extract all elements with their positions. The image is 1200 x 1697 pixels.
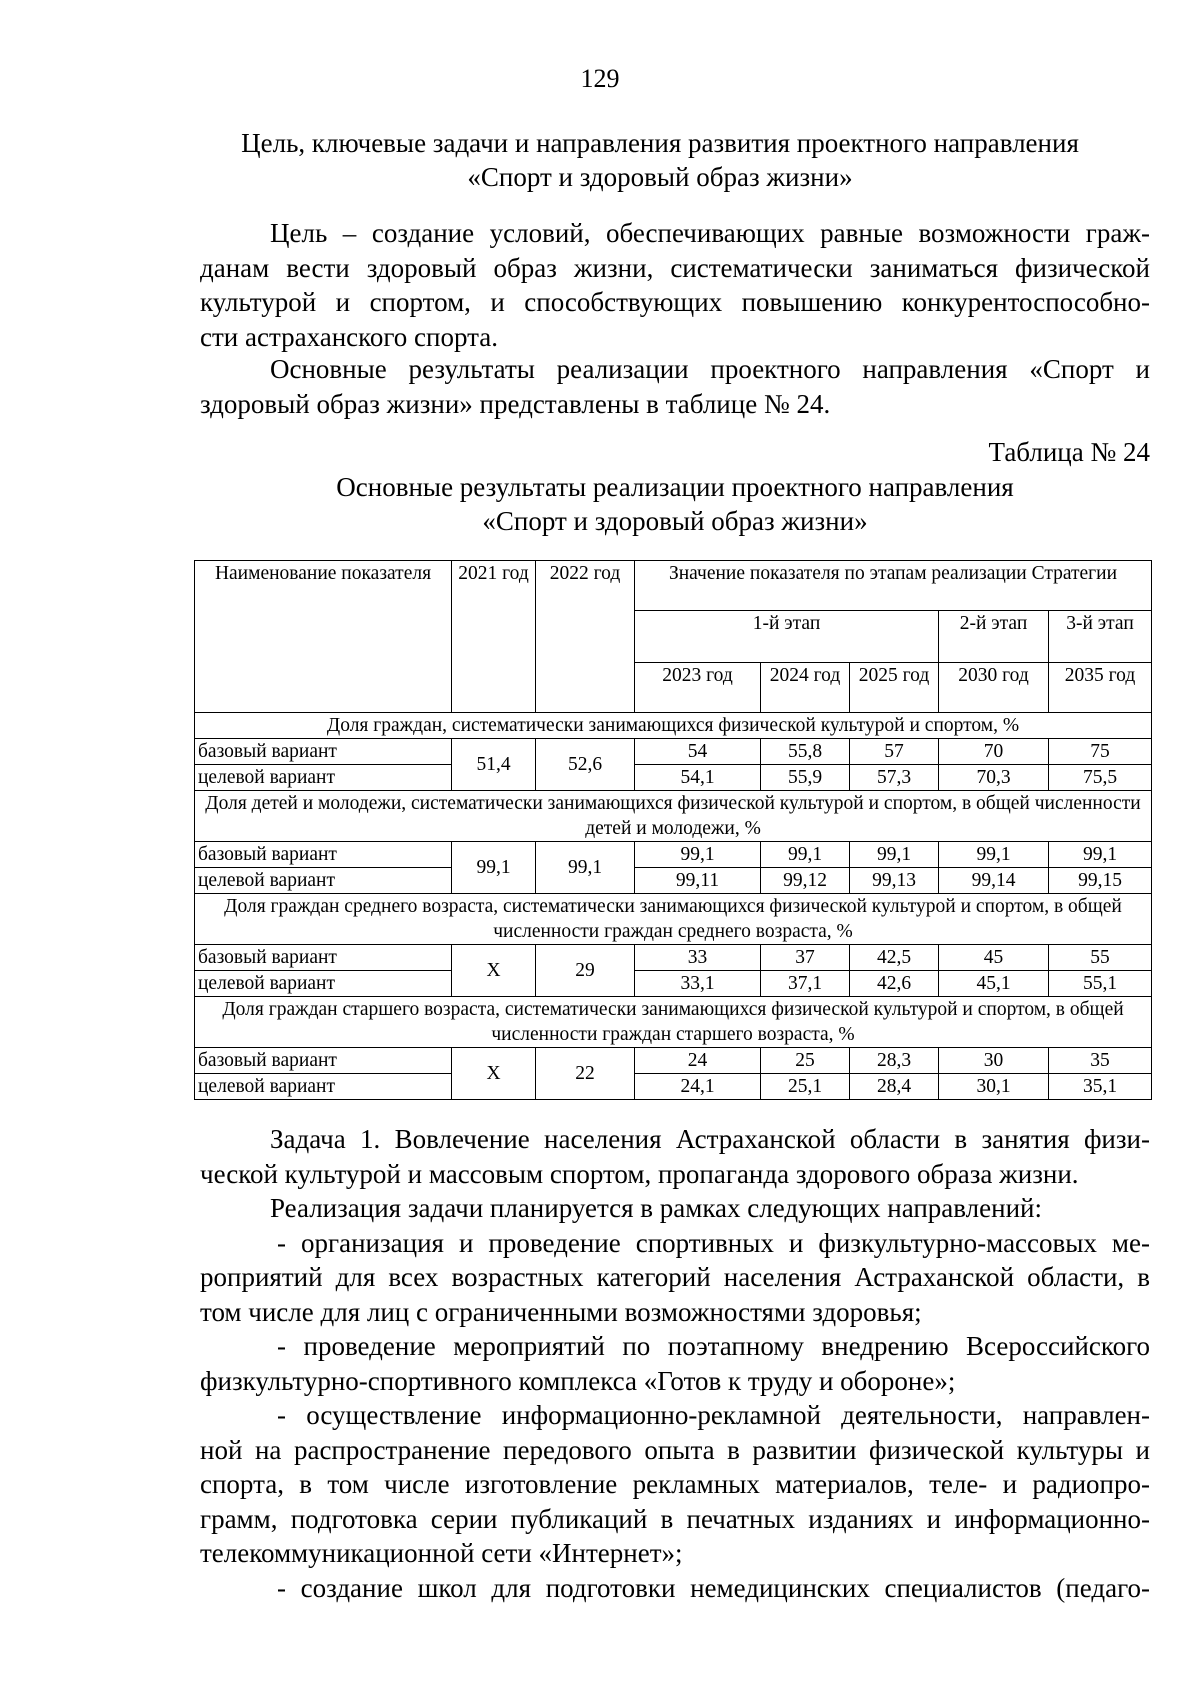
table-cell: 99,14 (939, 868, 1049, 894)
text-line: ческой культурой и массовым спортом, пропаганда здорового образа жизни. (200, 1158, 1079, 1189)
table-cell: 25 (761, 1048, 850, 1074)
text-line: - осуществление информационно-рекламной деятельности, направлен- (277, 1400, 1150, 1430)
text-line: грамм, подготовка серии публикаций в печатных изданиях и информационно- (200, 1503, 1150, 1534)
text-line: здоровый образ жизни» представлены в таблице № 24. (200, 388, 831, 419)
table-cell: 25,1 (761, 1074, 850, 1100)
table-cell: 99,1 (850, 842, 939, 868)
table-cell: 99,13 (850, 868, 939, 894)
header-year-2021: 2021 год (452, 561, 536, 713)
table-cell: 28,3 (850, 1048, 939, 1074)
table-cell: 30 (939, 1048, 1049, 1074)
value-2021: 51,4 (452, 739, 536, 791)
table-cell: 99,15 (1049, 868, 1152, 894)
header-stage-1: 1-й этап (635, 611, 939, 663)
section-heading-line-1: Цель, ключевые задачи и направления развития проектного направления (241, 128, 1079, 158)
table-cell: 45,1 (939, 971, 1049, 997)
table-cell: 54 (635, 739, 761, 765)
table-cell: 99,11 (635, 868, 761, 894)
table-cell: 24,1 (635, 1074, 761, 1100)
table-title-line-1: Основные результаты реализации проектного направления (336, 472, 1014, 502)
text-line: Основные результаты реализации проектного направления «Спорт и (270, 354, 1150, 384)
header-year-2023: 2023 год (635, 663, 761, 713)
value-2021: 99,1 (452, 842, 536, 894)
text-line: культурой и спортом, и способствующих повышению конкурентоспособно- (200, 287, 1150, 317)
row-label: целевой вариант (195, 971, 452, 997)
text-line: том числе для лиц с ограниченными возможностями здоровья; (200, 1296, 922, 1327)
table-cell: 70,3 (939, 765, 1049, 791)
text-line: - проведение мероприятий по поэтапному внедрению Всероссийского (277, 1331, 1150, 1361)
table-cell: 37,1 (761, 971, 850, 997)
table-cell: 57 (850, 739, 939, 765)
header-year-2030: 2030 год (939, 663, 1049, 713)
table-cell: 99,1 (635, 842, 761, 868)
table-cell: 55,1 (1049, 971, 1152, 997)
text-line: ной на распространение передового опыта в развитии физической культуры и (200, 1434, 1150, 1465)
header-indicator-value: Значение показателя по этапам реализации Стратегии (635, 561, 1152, 611)
text-line: телекоммуникационной сети «Интернет»; (200, 1538, 683, 1568)
value-2022: 52,6 (536, 739, 635, 791)
table-cell: 30,1 (939, 1074, 1049, 1100)
header-year-2022: 2022 год (536, 561, 635, 713)
row-label: целевой вариант (195, 1074, 452, 1100)
row-label: базовый вариант (195, 842, 452, 868)
table-cell: 99,1 (1049, 842, 1152, 868)
table-cell: 45 (939, 945, 1049, 971)
text-line: - организация и проведение спортивных и физкультурно-массовых ме- (277, 1227, 1150, 1258)
page-number: 129 (580, 64, 620, 93)
header-year-2024: 2024 год (761, 663, 850, 713)
table-cell: 57,3 (850, 765, 939, 791)
row-label: целевой вариант (195, 765, 452, 791)
table-cell: 42,5 (850, 945, 939, 971)
text-line: Реализация задачи планируется в рамках следующих направлений: (270, 1193, 1042, 1223)
value-2022: 99,1 (536, 842, 635, 894)
table-title-line-2: «Спорт и здоровый образ жизни» (482, 506, 868, 536)
text-line: Задача 1. Вовлечение населения Астраханской области в занятия физи- (270, 1124, 1150, 1154)
section-title: Доля граждан среднего возраста, систематически занимающихся физической культурой и спортом, в общей численности граждан среднего возраста, % (195, 894, 1152, 945)
table-cell: 42,6 (850, 971, 939, 997)
header-indicator-name: Наименование показателя (195, 561, 452, 713)
text-line: данам вести здоровый образ жизни, систематически заниматься физической (200, 252, 1150, 283)
results-paragraph (200, 352, 1150, 421)
table-cell: 55,9 (761, 765, 850, 791)
header-year-2035: 2035 год (1049, 663, 1152, 713)
text-line: роприятий для всех возрастных категорий населения Астраханской области, в (200, 1262, 1150, 1292)
table-cell: 35,1 (1049, 1074, 1152, 1100)
table-cell: 28,4 (850, 1074, 939, 1100)
section-title: Доля детей и молодежи, систематически занимающихся физической культурой и спортом, в общей численности детей и молодежи, % (195, 791, 1152, 842)
value-2021: Х (452, 1048, 536, 1100)
table-cell: 37 (761, 945, 850, 971)
value-2021: Х (452, 945, 536, 997)
table-cell: 24 (635, 1048, 761, 1074)
text-line: сти астраханского спорта. (200, 321, 498, 352)
table-cell: 99,1 (761, 842, 850, 868)
table-title (200, 470, 1150, 538)
text-line: - создание школ для подготовки немедицинских специалистов (педаго- (277, 1572, 1150, 1603)
table-cell: 33,1 (635, 971, 761, 997)
text-line: спорта, в том числе изготовление рекламных материалов, теле- и радиопро- (200, 1469, 1150, 1499)
table-cell: 75,5 (1049, 765, 1152, 791)
table-cell: 35 (1049, 1048, 1152, 1074)
row-label: базовый вариант (195, 739, 452, 765)
header-year-2025: 2025 год (850, 663, 939, 713)
text-line: Цель – создание условий, обеспечивающих равные возможности граж- (270, 218, 1150, 248)
results-table (194, 560, 1152, 1100)
header-stage-3: 3-й этап (1049, 611, 1152, 663)
goal-paragraph (200, 216, 1150, 354)
row-label: целевой вариант (195, 868, 452, 894)
section-title: Доля граждан старшего возраста, систематически занимающихся физической культурой и спортом, в общей численности граждан старшего возраста, % (195, 997, 1152, 1048)
table-cell: 55,8 (761, 739, 850, 765)
section-heading (200, 126, 1120, 194)
section-heading-line-2: «Спорт и здоровый образ жизни» (467, 162, 853, 192)
text-line: физкультурно-спортивного комплекса «Готов к труду и обороне»; (200, 1365, 956, 1396)
table-cell: 75 (1049, 739, 1152, 765)
header-stage-2: 2-й этап (939, 611, 1049, 663)
section-title: Доля граждан, систематически занимающихся физической культурой и спортом, % (195, 713, 1152, 739)
table-number: Таблица № 24 (988, 437, 1150, 467)
value-2022: 22 (536, 1048, 635, 1100)
table-cell: 99,1 (939, 842, 1049, 868)
table-cell: 70 (939, 739, 1049, 765)
value-2022: 29 (536, 945, 635, 997)
table-cell: 55 (1049, 945, 1152, 971)
row-label: базовый вариант (195, 945, 452, 971)
table-cell: 33 (635, 945, 761, 971)
task-paragraph (200, 1122, 1150, 1605)
table-cell: 54,1 (635, 765, 761, 791)
table-cell: 99,12 (761, 868, 850, 894)
row-label: базовый вариант (195, 1048, 452, 1074)
